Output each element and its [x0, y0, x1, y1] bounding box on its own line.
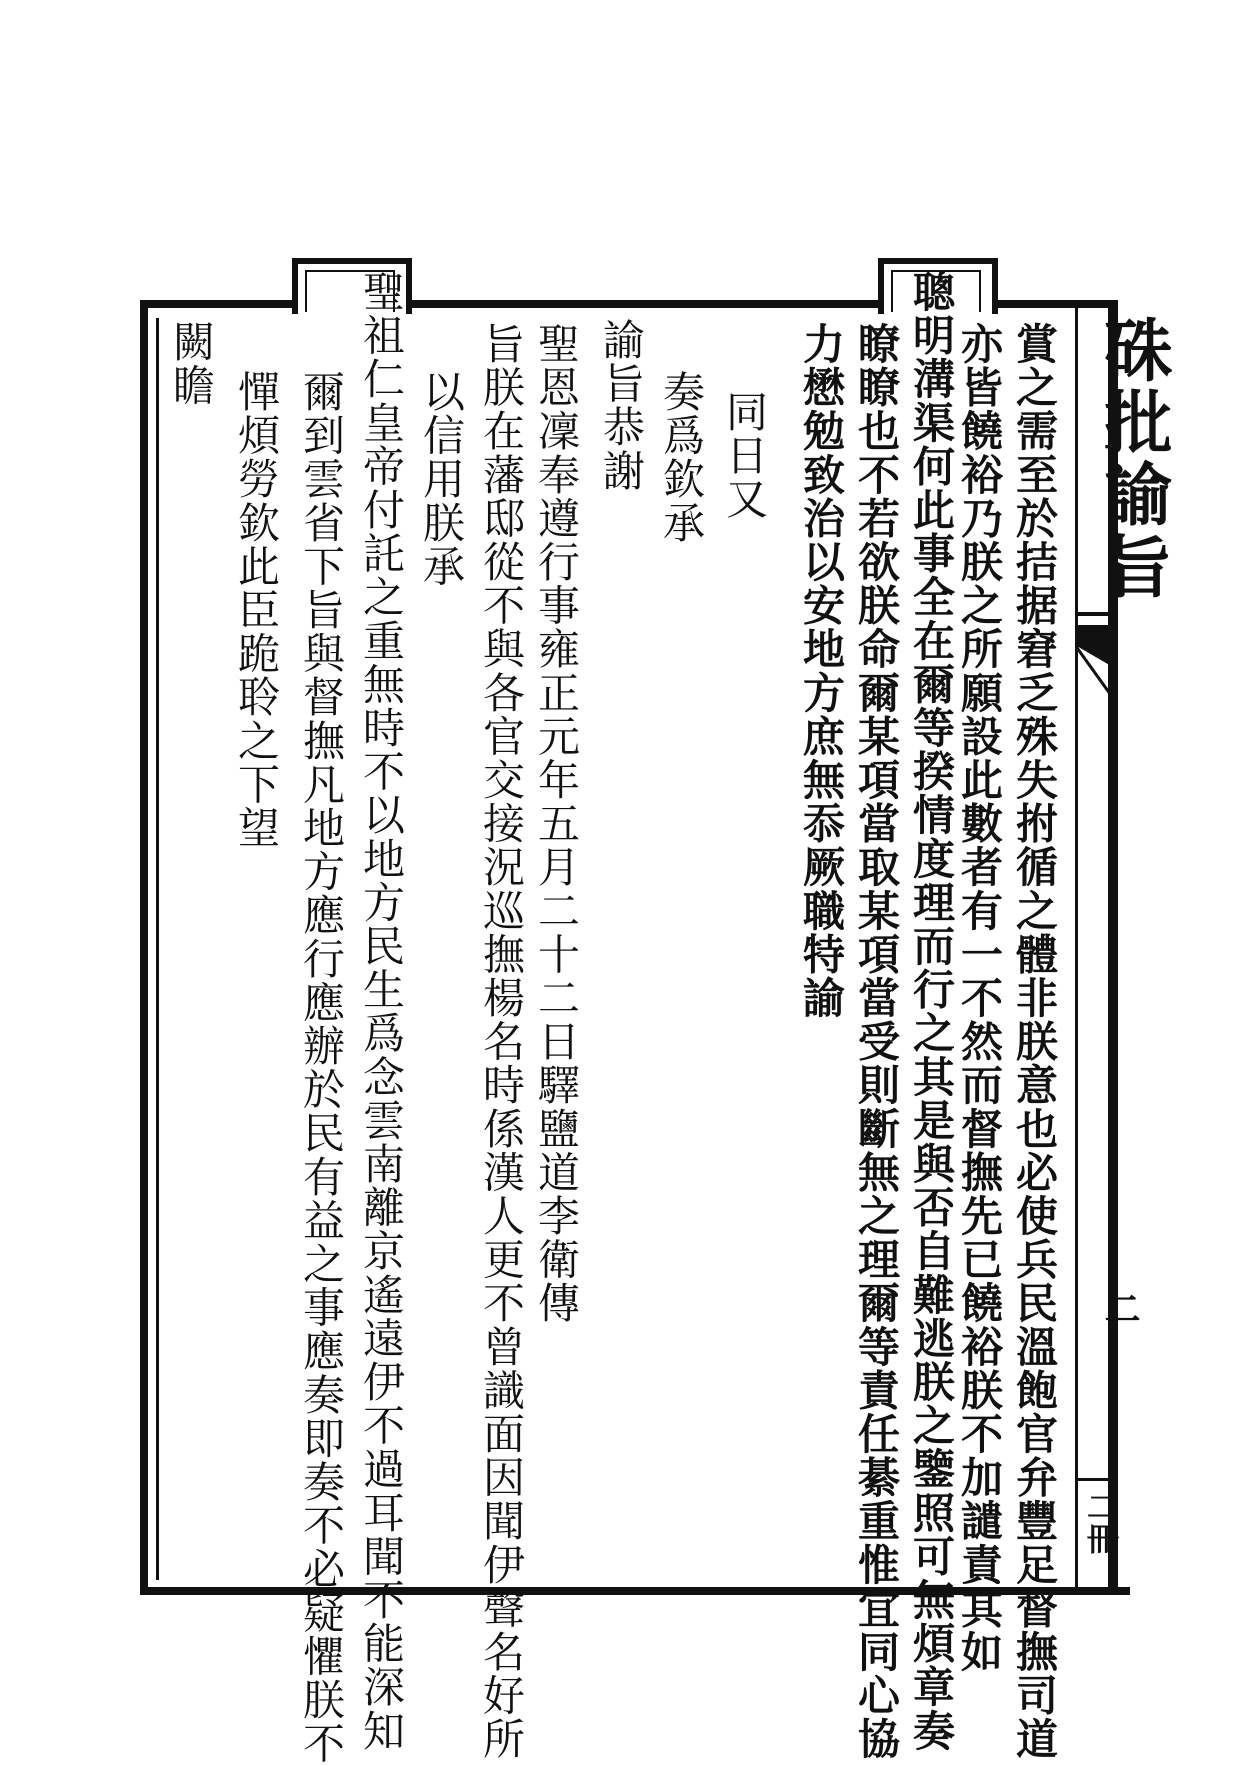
margin-rule [1078, 612, 1113, 616]
text-column-3: 聰明溝渠何此事全在爾等揆情度理而行之其是與否自難逃朕之鑒照可無煩章奏 [907, 270, 956, 1753]
volume-label: 二冊 [1082, 1490, 1120, 1554]
frame-top-rule [405, 300, 880, 308]
text-column-7: 奏爲欽承 [657, 370, 706, 545]
text-column-5: 力懋勉致治以安地方庶無忝厥職特諭 [797, 322, 846, 1020]
text-column-8: 諭旨恭謝 [597, 318, 646, 493]
frame-left-rule [140, 300, 148, 1595]
frame-inner-rule [156, 318, 159, 1580]
text-column-10: 旨朕在藩邸從不與各官交接況巡撫楊名時係漢人更不曾識面因聞伊聲名好所 [477, 322, 526, 1761]
margin-divider-line [1075, 300, 1078, 1595]
fishtail-mark [1075, 625, 1118, 705]
text-column-6: 同日又 [720, 390, 769, 521]
text-column-9: 聖恩凜奉遵行事雍正元年五月二十二日驛鹽道李衛傳 [532, 322, 581, 1325]
frame-top-rule [985, 300, 1115, 308]
page-number: 二 [1099, 1290, 1141, 1326]
book-title: 硃批諭旨 [1093, 315, 1173, 603]
margin-rule [1078, 1478, 1113, 1481]
text-column-13: 爾到雲省下旨與督撫凡地方應行應辦於民有益之事應奏即奏不必疑懼朕不 [297, 370, 346, 1765]
text-column-15: 闕瞻 [167, 320, 216, 408]
frame-top-rule [140, 300, 295, 308]
text-column-12: 聖祖仁皇帝付託之重無時不以地方民生爲念雲南離京遙遠伊不過耳聞不能深知 [357, 270, 406, 1753]
text-column-1: 賞之需至於拮据窘乏殊失拊循之體非朕意也必使兵民溫飽官弁豐足督撫司道 [1010, 322, 1059, 1761]
text-column-4: 瞭瞭也不若欲朕命爾某項當取某項當受則斷無之理爾等責任綦重惟宜同心協 [852, 322, 901, 1761]
text-column-2: 亦皆饒裕乃朕之所願設此數者有一不然而督撫先已饒裕朕不加譴責其如 [955, 322, 1004, 1674]
text-column-14: 憚煩勞欽此臣跪聆之下望 [232, 370, 281, 850]
text-column-11: 以信用朕承 [417, 370, 466, 588]
